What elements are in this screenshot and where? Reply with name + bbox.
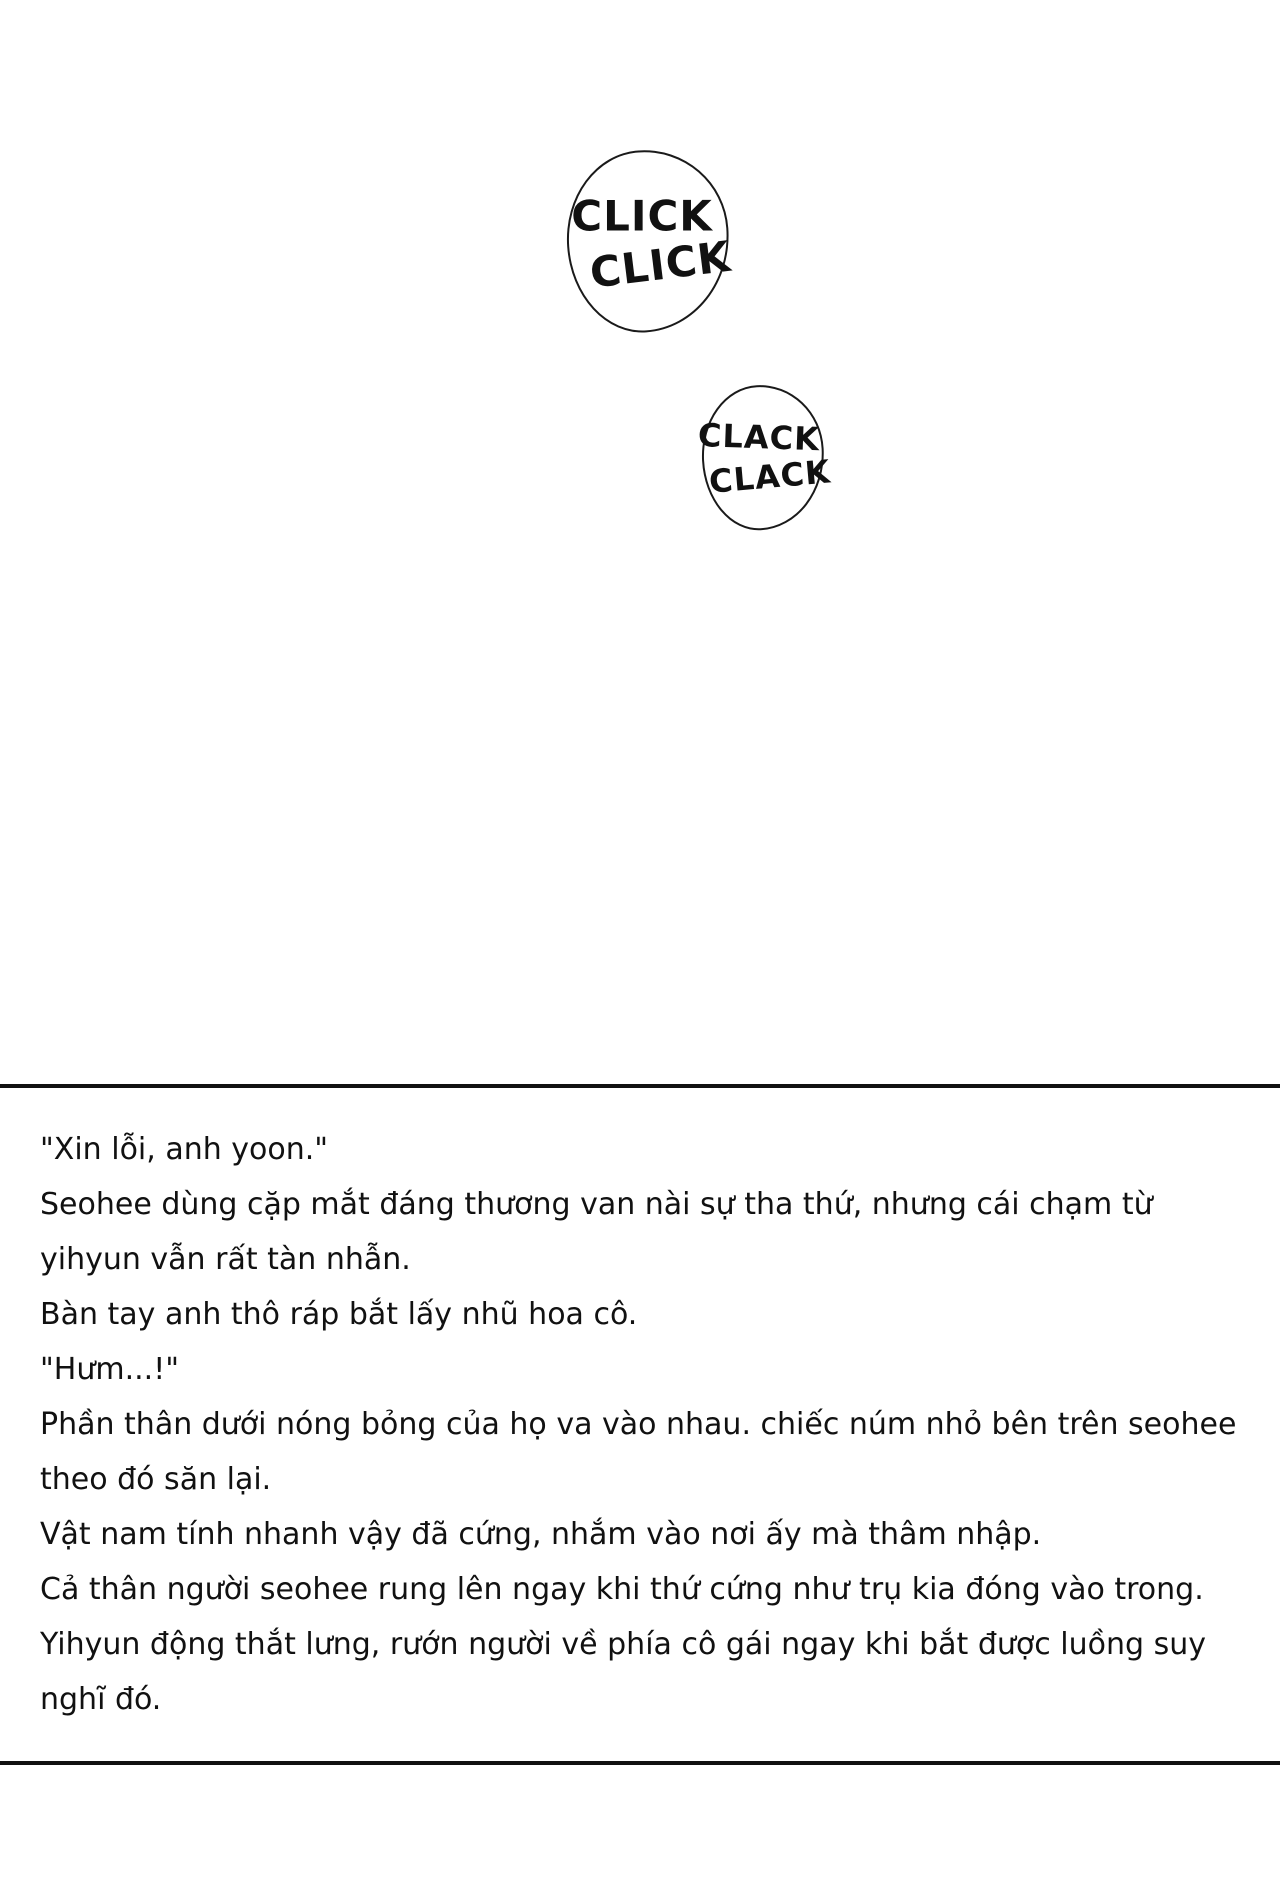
narration-line: Vật nam tính nhanh vậy đã cứng, nhắm vào nơi ấy mà thâm nhập.	[40, 1517, 1042, 1552]
narration-line: "Hưm...!"	[40, 1352, 180, 1387]
sfx-text: CLACK	[697, 415, 821, 459]
narration-line: Phần thân dưới nóng bỏng của họ va vào nhau. chiếc núm nhỏ bên trên seohee theo đó săn lại.	[40, 1407, 1237, 1497]
sfx-text: CLICK	[587, 231, 734, 298]
click-sound-effect	[561, 145, 735, 338]
sfx-text: CLACK	[707, 451, 833, 501]
narration-line: Cả thân người seohee rung lên ngay khi thứ cứng như trụ kia đóng vào trong.	[40, 1572, 1204, 1607]
narration-box	[0, 1084, 1280, 1765]
sfx-text: CLICK	[571, 191, 714, 241]
narration-line: Seohee dùng cặp mắt đáng thương van nài sự tha thứ, nhưng cái chạm từ yihyun vẫn rất tàn nhẫn.	[40, 1187, 1153, 1277]
narration-line: Bàn tay anh thô ráp bắt lấy nhũ hoa cô.	[40, 1297, 638, 1332]
clack-sound-effect	[697, 382, 833, 533]
narration-line: Yihyun động thắt lưng, rướn người về phía cô gái ngay khi bắt được luồng suy nghĩ đó.	[40, 1627, 1206, 1717]
narration-line: "Xin lỗi, anh yoon."	[40, 1132, 329, 1167]
